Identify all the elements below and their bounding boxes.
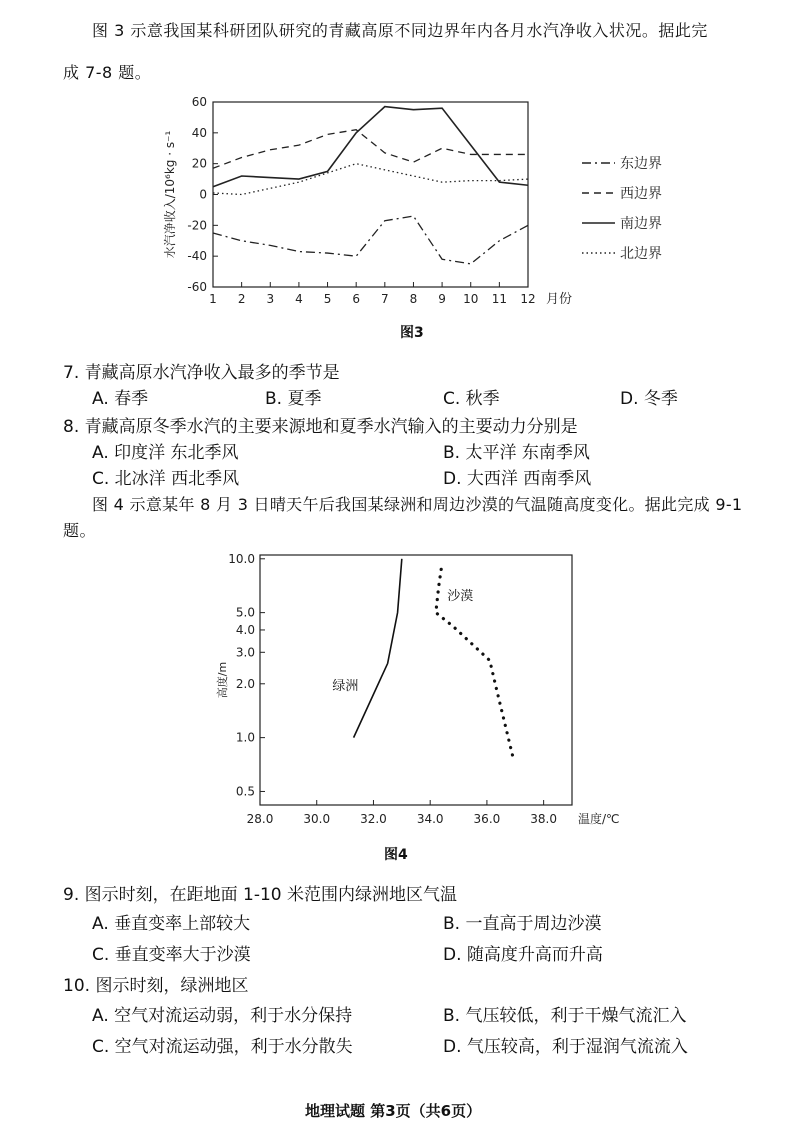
q7-option-c[interactable]: C. 秋季 xyxy=(443,389,500,409)
q10-stem: 10. 图示时刻，绿洲地区 xyxy=(63,976,249,996)
water-vapor-chart xyxy=(150,85,750,317)
chart2-xlabel: 温度/℃ xyxy=(578,812,620,826)
chart1-xlabel: 月份 xyxy=(546,292,573,307)
chart2-ytick-label: 3.0 xyxy=(235,645,255,660)
chart1-xtick-label: 11 xyxy=(491,292,508,306)
q9-option-d[interactable]: D. 随高度升高而升高 xyxy=(443,945,603,965)
chart1-ytick-label: 20 xyxy=(191,156,207,171)
chart1-series-line xyxy=(213,164,528,195)
chart2-xtick-label: 38.0 xyxy=(530,812,557,826)
q10-option-d[interactable]: D. 气压较高，利于湿润气流流入 xyxy=(443,1037,688,1057)
chart2-xtick-label: 30.0 xyxy=(303,812,331,826)
intro2-line-1: 图 4 示意某年 8 月 3 日晴天午后我国某绿洲和周边沙漠的气温随高度变化。据此完成 9-1 xyxy=(92,495,743,514)
chart2-xtick-label: 32.0 xyxy=(360,812,387,826)
chart1-xtick-label: 12 xyxy=(520,292,536,306)
chart1-plot-frame xyxy=(213,102,528,287)
chart2-ytick-label: 4.0 xyxy=(235,622,255,637)
q8-option-a[interactable]: A. 印度洋 东北季风 xyxy=(92,443,239,463)
chart2-caption: 图4 xyxy=(384,847,408,863)
chart1-ytick-label: 60 xyxy=(191,95,207,109)
chart1-xtick-label: 1 xyxy=(209,292,217,306)
q7-stem: 7. 青藏高原水汽净收入最多的季节是 xyxy=(63,363,340,383)
chart2-plot-frame xyxy=(260,555,572,805)
chart2-series-line xyxy=(354,559,402,738)
q8-option-c[interactable]: C. 北冰洋 西北季风 xyxy=(92,469,240,489)
chart1-series-line xyxy=(213,130,528,169)
chart1-ytick-label: -40 xyxy=(187,249,207,264)
chart2-ytick-label: 2.0 xyxy=(235,676,255,691)
chart2-label-desert: 沙漠 xyxy=(447,588,474,604)
chart2-ytick-label: 10.0 xyxy=(228,551,255,566)
chart1-xtick-label: 7 xyxy=(380,292,389,306)
page-footer: 地理试题 第3页（共6页） xyxy=(305,1102,482,1120)
chart1-legend-label: 南边界 xyxy=(620,216,662,232)
chart1-series-line xyxy=(213,107,528,187)
chart1-ylabel: 水汽净收入/10⁶kg · s⁻¹ xyxy=(163,130,177,259)
chart2-ytick-label: 5.0 xyxy=(235,605,255,620)
q9-option-a[interactable]: A. 垂直变率上部较大 xyxy=(92,914,251,934)
chart1-xtick-label: 4 xyxy=(295,292,303,306)
chart1-caption: 图3 xyxy=(400,325,424,341)
intro-line-2: 成 7-8 题。 xyxy=(63,63,152,82)
chart2-ytick-label: 1.0 xyxy=(235,730,255,745)
intro2-line-2: 题。 xyxy=(63,521,97,540)
chart1-series-line xyxy=(213,216,528,264)
chart1-legend-label: 北边界 xyxy=(620,246,662,262)
chart1-ytick-label: 0 xyxy=(199,187,207,202)
q7-option-b[interactable]: B. 夏季 xyxy=(265,389,322,409)
q7-option-d[interactable]: D. 冬季 xyxy=(620,389,678,409)
q9-stem: 9. 图示时刻，在距地面 1-10 米范围内绿洲地区气温 xyxy=(63,885,458,905)
chart1-ytick-label: 40 xyxy=(191,125,207,140)
chart1-xtick-label: 9 xyxy=(438,292,446,306)
chart1-xtick-label: 3 xyxy=(266,292,275,306)
chart2-xtick-label: 28.0 xyxy=(246,812,274,826)
chart1-xtick-label: 6 xyxy=(352,292,361,306)
q8-option-b[interactable]: B. 太平洋 东南季风 xyxy=(443,443,590,463)
chart1-ytick-label: -20 xyxy=(187,218,207,233)
q8-option-d[interactable]: D. 大西洋 西南季风 xyxy=(443,469,592,489)
q8-stem: 8. 青藏高原冬季水汽的主要来源地和夏季水汽输入的主要动力分别是 xyxy=(63,417,578,437)
chart1-xtick-label: 2 xyxy=(237,292,246,306)
chart1-xtick-label: 10 xyxy=(463,292,479,306)
intro-line-1: 图 3 示意我国某科研团队研究的青藏高原不同边界年内各月水汽净收入状况。据此完 xyxy=(92,21,708,40)
chart1-ytick-label: -60 xyxy=(187,280,207,294)
q10-option-c[interactable]: C. 空气对流运动强，利于水分散失 xyxy=(92,1037,353,1057)
q10-option-a[interactable]: A. 空气对流运动弱，利于水分保持 xyxy=(92,1006,353,1026)
q10-option-b[interactable]: B. 气压较低，利于干燥气流汇入 xyxy=(443,1006,687,1026)
q9-option-b[interactable]: B. 一直高于周边沙漠 xyxy=(443,914,602,934)
chart1-xtick-label: 8 xyxy=(409,292,418,306)
chart2-ytick-label: 0.5 xyxy=(235,784,255,799)
chart2-ylabel: 高度/m xyxy=(216,661,229,699)
chart2-label-oasis: 绿洲 xyxy=(332,678,359,694)
chart1-xtick-label: 5 xyxy=(323,292,332,306)
temperature-height-chart xyxy=(210,545,650,830)
chart1-legend-label: 东边界 xyxy=(620,156,662,172)
q9-option-c[interactable]: C. 垂直变率大于沙漠 xyxy=(92,945,251,965)
q7-option-a[interactable]: A. 春季 xyxy=(92,389,149,409)
chart2-xtick-label: 36.0 xyxy=(473,812,501,826)
chart2-xtick-label: 34.0 xyxy=(416,812,444,826)
chart1-legend-label: 西边界 xyxy=(620,186,662,202)
